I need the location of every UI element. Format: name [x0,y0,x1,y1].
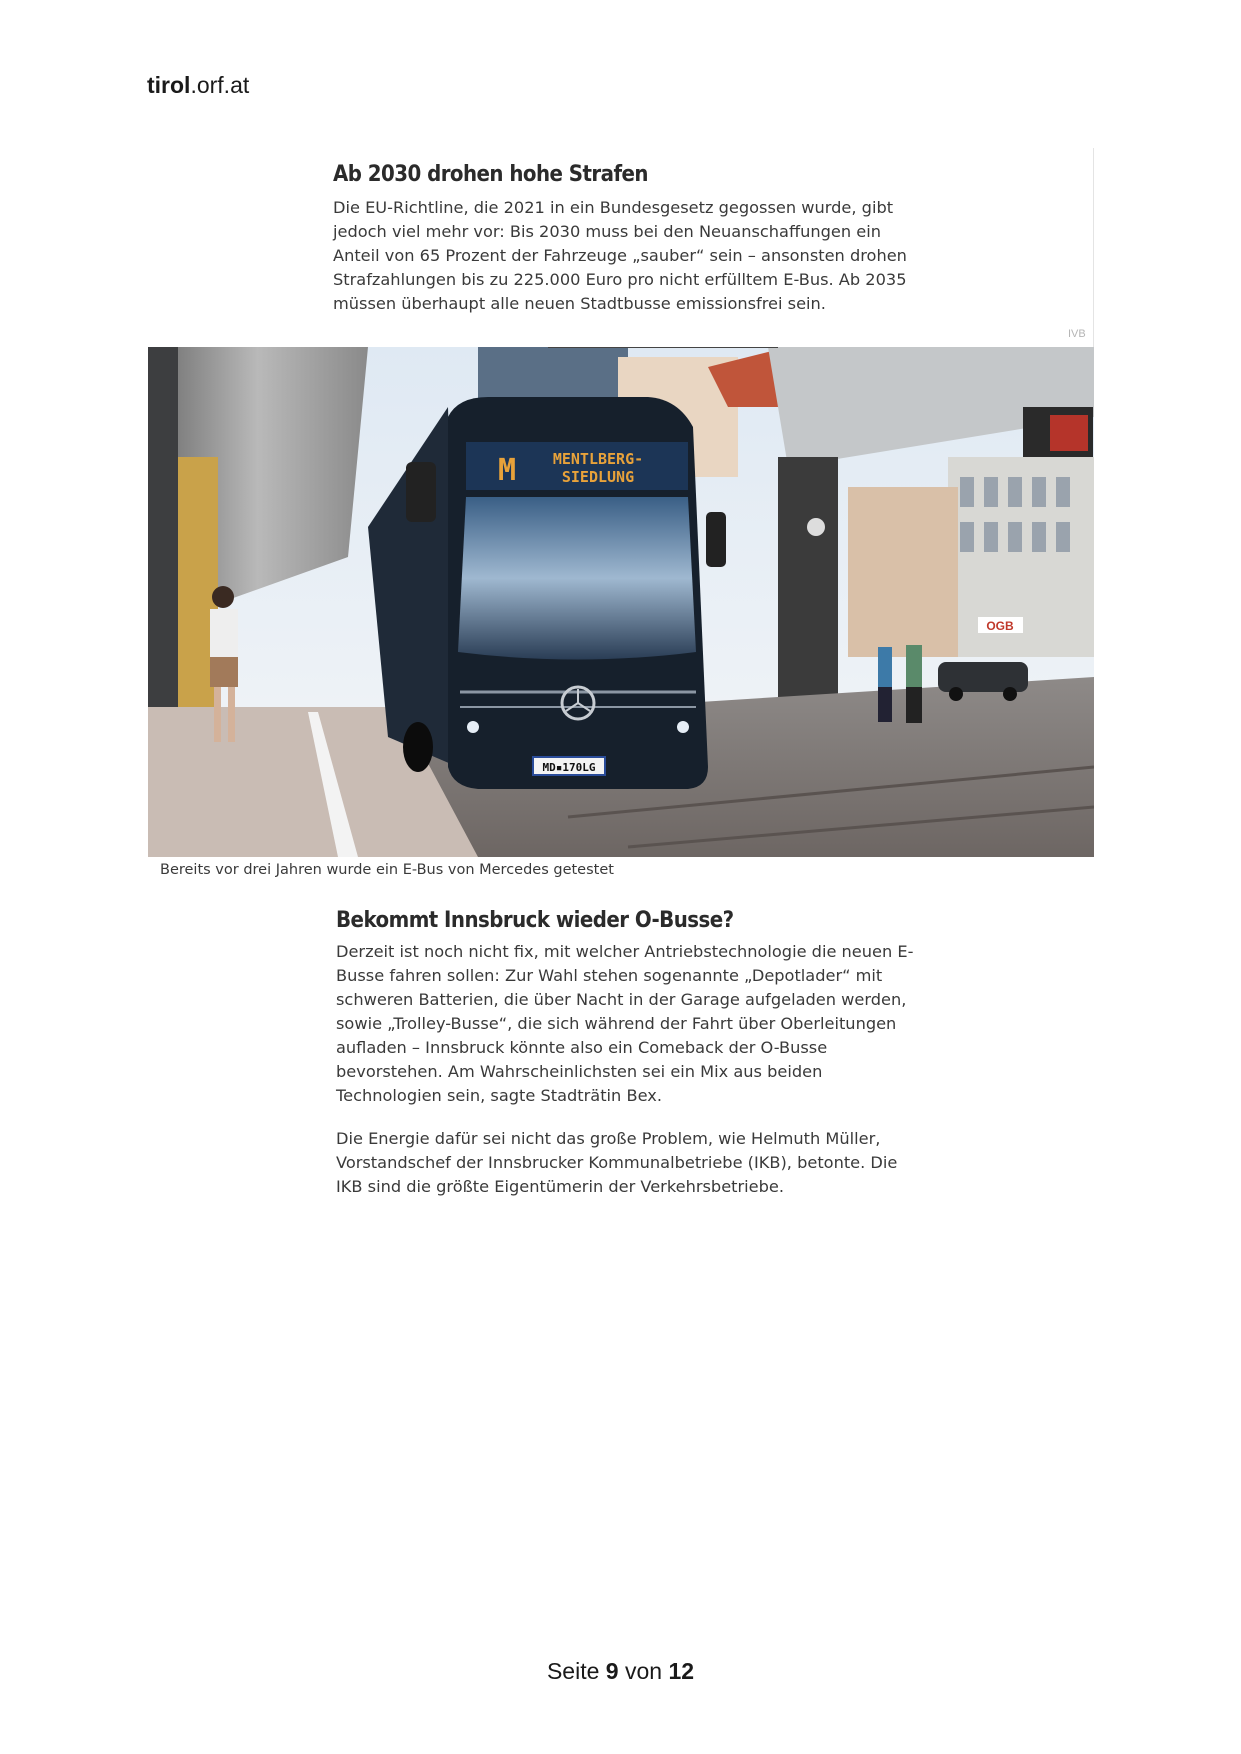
site-name-bold: tirol [147,72,191,98]
text-line: aufladen – Innsbruck könnte also ein Comeback der O-Busse [336,1038,828,1057]
text-line: müssen überhaupt alle neuen Stadtbusse emissionsfrei sein. [333,294,826,313]
text-line: bevorstehen. Am Wahrscheinlichsten sei ein Mix aus beiden [336,1062,823,1081]
paragraph-energie [336,1127,897,1199]
text-line: Strafzahlungen bis zu 225.000 Euro pro nicht erfülltem E-Bus. Ab 2035 [333,270,907,289]
destination-line-2: SIEDLUNG [561,468,635,486]
article-photo [148,347,1094,857]
section-heading-strafen: Ab 2030 drohen hohe Strafen [333,162,648,187]
text-line: Vorstandschef der Innsbrucker Kommunalbetriebe (IKB), betonte. Die [336,1153,898,1172]
destination-line-1: MENTLBERG- [552,450,644,468]
text-line: Die Energie dafür sei nicht das große Problem, wie Helmuth Müller, [336,1129,881,1148]
text-line: Busse fahren sollen: Zur Wahl stehen sogenannte „Depotlader“ mit [336,966,883,985]
text-line: schweren Batterien, die über Nacht in der Garage aufgeladen werden, [336,990,907,1009]
text-line: IKB sind die größte Eigentümerin der Verkehrsbetriebe. [336,1177,785,1196]
section-heading-o-busse: Bekommt Innsbruck wieder O-Busse? [336,908,734,933]
paragraph-strafen [333,196,907,316]
route-letter: M [498,453,517,488]
store-sign: OGB [986,619,1014,633]
site-name-domain: .orf.at [190,72,250,98]
electric-bus [368,397,726,789]
text-line: Anteil von 65 Prozent der Fahrzeuge „sauber“ sein – ansonsten drohen [333,246,907,265]
page-label-middle: von [618,1658,669,1684]
text-line: Derzeit ist noch nicht fix, mit welcher Antriebstechnologie die neuen E- [336,942,914,961]
bus-photo-illustration [148,347,1094,857]
photo-caption: Bereits vor drei Jahren wurde ein E-Bus von Mercedes getestet [160,862,614,878]
photo-credit: IVB [1068,328,1086,340]
total-pages: 12 [668,1658,695,1684]
site-name [147,72,249,99]
text-line: sowie „Trolley-Busse“, die sich während der Fahrt über Oberleitungen [336,1014,897,1033]
paragraph-antriebstechnologie [336,940,913,1108]
license-plate-text: MD▪170LG [542,761,596,774]
text-line: jedoch viel mehr vor: Bis 2030 muss bei den Neuanschaffungen ein [333,222,881,241]
article-frame-border [1093,148,1094,348]
canopy-pillar [778,457,838,727]
text-line: Technologien sein, sagte Stadträtin Bex. [336,1086,662,1105]
current-page: 9 [605,1658,619,1684]
windshield [458,497,696,660]
page-number-footer [0,1658,1241,1685]
page-label-prefix: Seite [546,1658,606,1684]
text-line: Die EU-Richtline, die 2021 in ein Bundesgesetz gegossen wurde, gibt [333,198,894,217]
